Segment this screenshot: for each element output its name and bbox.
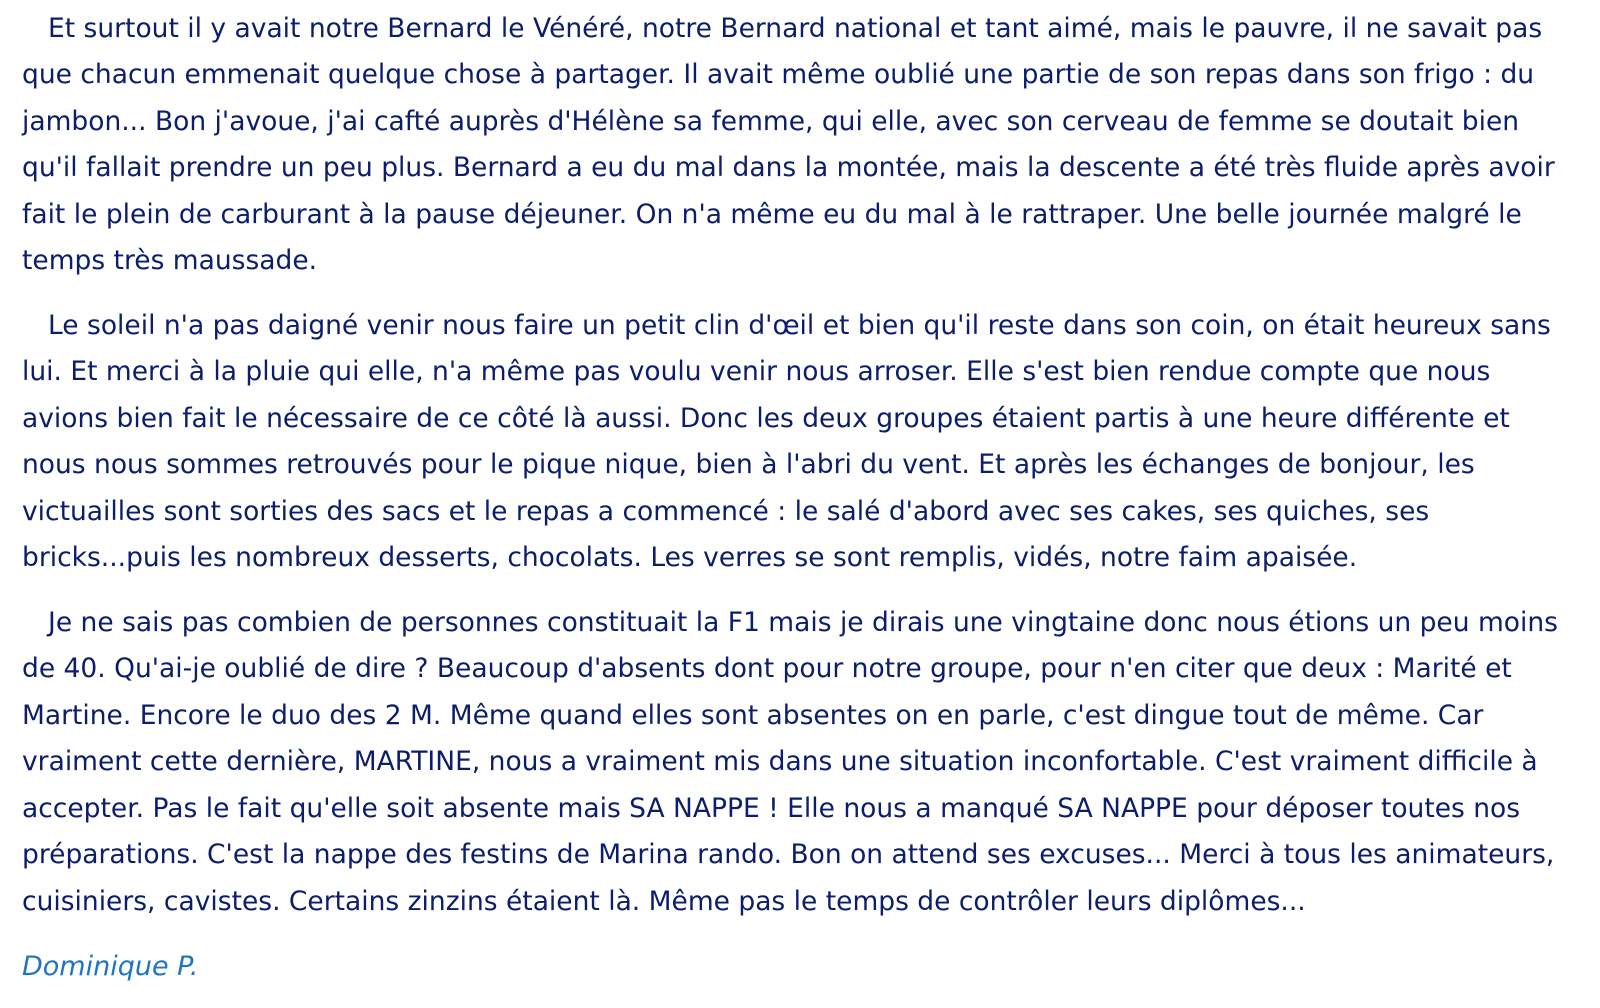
author-signature: Dominique P. — [22, 950, 199, 982]
paragraph-1: Et surtout il y avait notre Bernard le Vénéré, notre Bernard national et tant aimé, mais le pauvre, il ne savait pas que chacun emmenait quelque chose à partager. Il avait même oublié une partie de son repas dans son frigo : du jambon... Bon j'avoue, j'ai cafté auprès d'Hélène sa femme, qui elle, avec son cerveau de femme se doutait bien qu'il fallait prendre un peu plus. Bernard a eu du mal dans la montée, mais la descente a été très fluide après avoir fait le plein de carburant à la pause déjeuner. On n'a même eu du mal à le rattraper. Une belle journée malgré le temps très maussade. — [22, 13, 1555, 277]
article-body — [22, 6, 1562, 990]
paragraph-2: Le soleil n'a pas daigné venir nous faire un petit clin d'œil et bien qu'il reste dans son coin, on était heureux sans lui. Et merci à la pluie qui elle, n'a même pas voulu venir nous arroser. Elle s'est bien rendue compte que nous avions bien fait le nécessaire de ce côté là aussi. Donc les deux groupes étaient partis à une heure différente et nous nous sommes retrouvés pour le pique nique, bien à l'abri du vent. Et après les échanges de bonjour, les victuailles sont sorties des sacs et le repas a commencé : le salé d'abord avec ses cakes, ses quiches, ses bricks...puis les nombreux desserts, chocolats. Les verres se sont remplis, vidés, notre faim apaisée. — [22, 310, 1551, 574]
paragraph-3: Je ne sais pas combien de personnes constituait la F1 mais je dirais une vingtaine donc nous étions un peu moins de 40. Qu'ai-je oublié de dire ? Beaucoup d'absents dont pour notre groupe, pour n'en citer que deux : Marité et Martine. Encore le duo des 2 M. Même quand elles sont absentes on en parle, c'est dingue tout de même. Car vraiment cette dernière, MARTINE, nous a vraiment mis dans une situation inconfortable. C'est vraiment difficile à accepter. Pas le fait qu'elle soit absente mais SA NAPPE ! Elle nous a manqué SA NAPPE pour déposer toutes nos préparations. C'est la nappe des festins de Marina rando. Bon on attend ses excuses... Merci à tous les animateurs, cuisiniers, cavistes. Certains zinzins étaient là. Même pas le temps de contrôler leurs diplômes... — [22, 607, 1558, 917]
